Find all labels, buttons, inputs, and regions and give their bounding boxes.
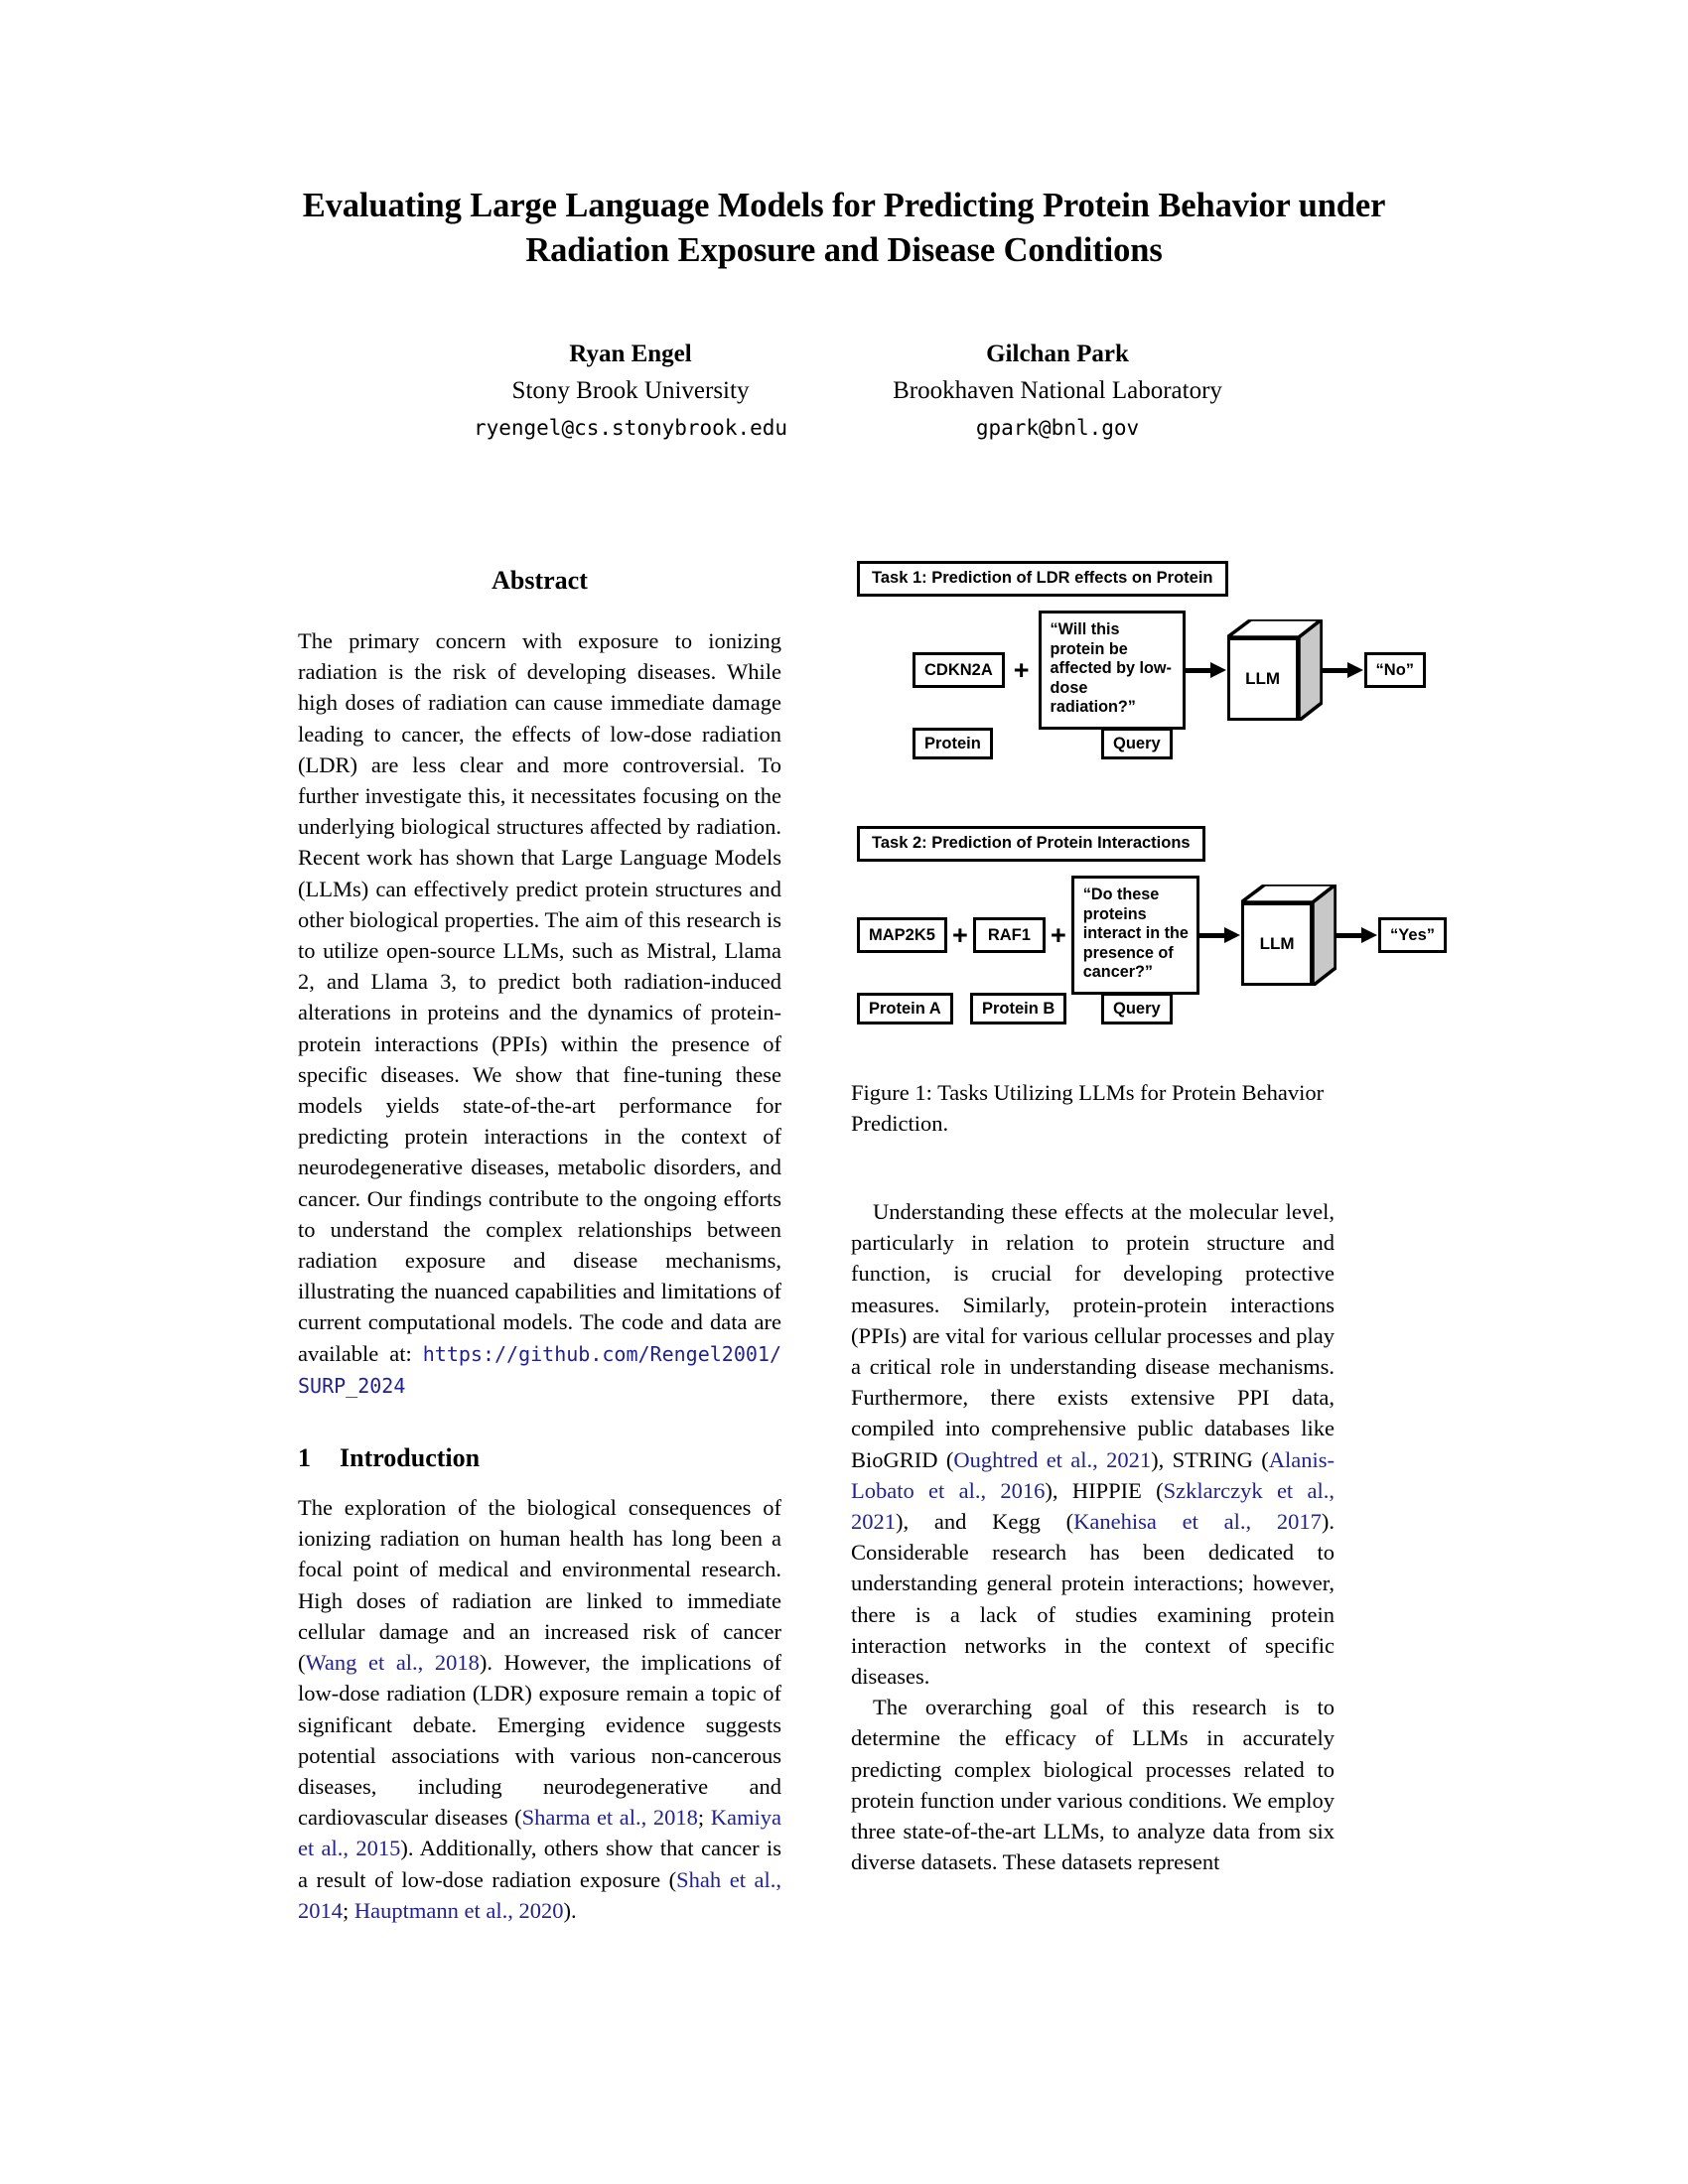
task-1-protein-box: CDKN2A [913, 652, 1005, 688]
citation-link[interactable]: Szklarczyk et al., 2021 [851, 1477, 1335, 1535]
task-1-header: Task 1: Prediction of LDR effects on Protein [857, 561, 1228, 597]
task-2-flow [851, 876, 1447, 995]
task-2-plus-icon-2: + [1051, 919, 1066, 950]
task-2-llm-label: LLM [1241, 902, 1313, 986]
task-2-output-box: “Yes” [1378, 917, 1447, 953]
task-1-arrow-to-llm-icon [1186, 662, 1227, 678]
task-1-panel [851, 561, 1447, 764]
abstract-text: The primary concern with exposure to ionizing radiation is the risk of developing diseases. While high doses of radiation can cause immediate damage leading to cancer, the effects of low-dose radiation (LDR) are less clear and more controversial. To further investigate this, it necessitates focusing on the underlying biological structures affected by radiation. Recent work has shown that Large Language Models (LLMs) can effectively predict protein structures and other biological properties. The aim of this research is to utilize open-source LLMs, such as Mistral, Llama 2, and Llama 3, to predict both radiation-induced alterations in proteins and the dynamics of protein-protein interactions (PPIs) within the presence of specific diseases. We show that fine-tuning these models yields state-of-the-art performance for predicting protein interactions in the context of neurodegenerative diseases, metabolic disorders, and cancer. Our findings contribute to the ongoing efforts to understand the complex relationships between radiation exposure and disease mechanisms, illustrating the nuanced capabilities and limitations of current computational models. The code and data are available at: [298, 628, 781, 1366]
citation-link[interactable]: Oughtred et al., 2021 [953, 1446, 1152, 1472]
task-1-llm-cube [1227, 619, 1323, 721]
author-affiliation: Stony Brook University [511, 377, 750, 404]
author-email: gpark@bnl.gov [975, 416, 1140, 440]
task-2-header: Task 2: Prediction of Protein Interactions [857, 826, 1205, 862]
task-1-llm-label: LLM [1227, 637, 1299, 721]
author-name: Gilchan Park [986, 341, 1129, 367]
paragraph-text: ), and Kegg ( [896, 1509, 1074, 1535]
paragraph-text: ), HIPPIE ( [1045, 1477, 1164, 1503]
author-block-1 [417, 338, 844, 444]
task-1-label-protein: Protein [913, 728, 993, 759]
task-2-query-box: “Do these proteins interact in the presence of cancer?” [1071, 876, 1199, 995]
task-2-arrow-to-output-icon [1336, 927, 1378, 943]
citation-link[interactable]: Kanehisa et al., 2017 [1073, 1509, 1322, 1535]
task-1-plus-icon: + [1013, 654, 1030, 685]
citation-link[interactable]: Wang et al., 2018 [305, 1650, 480, 1676]
left-column [298, 566, 781, 1926]
task-1-output-box: “No” [1364, 652, 1427, 688]
paragraph-text: ; [697, 1805, 711, 1831]
task-2-arrow-to-llm-icon [1199, 927, 1241, 943]
paragraph-text: ), STRING ( [1151, 1446, 1269, 1472]
right-column [851, 1196, 1335, 1877]
paragraph-text: ; [343, 1897, 354, 1923]
paragraph-text: ). Considerable research has been dedicated to understanding general protein interactions; however, there is a lack of studies examining protein interaction networks in the context of specific diseases. [851, 1509, 1335, 1690]
paragraph-text: Understanding these effects at the molecular level, particularly in relation to protein structure and function, is crucial for developing protective measures. Similarly, protein-protein interactions (PPIs) are vital for various cellular processes and play a critical role in understanding disease mechanisms. Furthermore, there exists extensive PPI data, compiled into comprehensive public databases like BioGRID ( [851, 1199, 1335, 1472]
figure-1 [851, 561, 1447, 1029]
section-number: 1 [298, 1443, 311, 1473]
task-1-flow [851, 611, 1447, 730]
author-list [233, 338, 1455, 444]
section-heading-introduction [298, 1443, 781, 1473]
task-2-llm-cube [1241, 885, 1336, 986]
task-1-arrow-to-output-icon [1323, 662, 1364, 678]
paragraph-text: ). [563, 1897, 577, 1923]
task-2-panel [851, 826, 1447, 1029]
citation-link[interactable]: Alanis-Lobato et al., 2016 [851, 1446, 1335, 1503]
intro-paragraph-1 [298, 1492, 781, 1926]
title-block [233, 184, 1455, 273]
figure-1-caption: Figure 1: Tasks Utilizing LLMs for Protein Behavior Prediction. [851, 1080, 1325, 1137]
author-block-2 [844, 338, 1271, 444]
section-title: Introduction [340, 1443, 481, 1473]
paragraph-text: The overarching goal of this research is to determine the efficacy of LLMs in accurately predicting complex biological processes related to protein function under various conditions. We employ three state-of-the-art LLMs, to analyze data from six diverse datasets. These datasets represent [851, 1695, 1335, 1875]
paragraph-text: ). Additionally, others show that cancer is a result of low-dose radiation exposure ( [298, 1836, 781, 1892]
paragraph-text: ). However, the implications of low-dose radiation (LDR) exposure remain a topic of significant debate. Emerging evidence suggests potential associations with various non-cancerous diseases, including neurodegenerative and cardiovascular diseases ( [298, 1650, 781, 1831]
task-2-plus-icon-1: + [951, 919, 968, 950]
paragraph-text: The exploration of the biological consequences of ionizing radiation on human health has long been a focal point of medical and environmental research. High doses of radiation are linked to immediate cellular damage and an increased risk of cancer ( [298, 1495, 781, 1676]
task-2-label-query: Query [1101, 993, 1173, 1024]
task-2-protein-a-box: MAP2K5 [857, 917, 947, 953]
intro-paragraph-3 [851, 1692, 1335, 1877]
repository-url-link[interactable]: https://github.com/Rengel2001/SURP_2024 [298, 1341, 781, 1398]
author-name: Ryan Engel [569, 341, 692, 367]
paper-title-line-1: Evaluating Large Language Models for Predicting Protein Behavior under [302, 187, 1386, 224]
task-2-label-protein-b: Protein B [970, 993, 1066, 1024]
task-2-labels [851, 993, 1447, 1026]
citation-link[interactable]: Kamiya et al., 2015 [298, 1805, 781, 1861]
task-1-label-query: Query [1101, 728, 1173, 759]
abstract-heading: Abstract [492, 566, 588, 595]
abstract-body [298, 625, 781, 1402]
citation-link[interactable]: Hauptmann et al., 2020 [353, 1897, 564, 1923]
citation-link[interactable]: Sharma et al., 2018 [521, 1805, 698, 1831]
intro-paragraph-2 [851, 1196, 1335, 1692]
author-affiliation: Brookhaven National Laboratory [893, 377, 1222, 404]
task-2-label-protein-a: Protein A [857, 993, 953, 1024]
task-2-protein-b-box: RAF1 [973, 917, 1046, 953]
task-1-query-box: “Will this protein be affected by low-dose radiation?” [1039, 611, 1186, 730]
citation-link[interactable]: Shah et al., 2014 [298, 1866, 781, 1923]
task-1-labels [851, 728, 1447, 761]
author-email: ryengel@cs.stonybrook.edu [473, 416, 788, 440]
page-title [233, 184, 1455, 273]
paper-title-line-2: Radiation Exposure and Disease Conditions [525, 231, 1163, 269]
